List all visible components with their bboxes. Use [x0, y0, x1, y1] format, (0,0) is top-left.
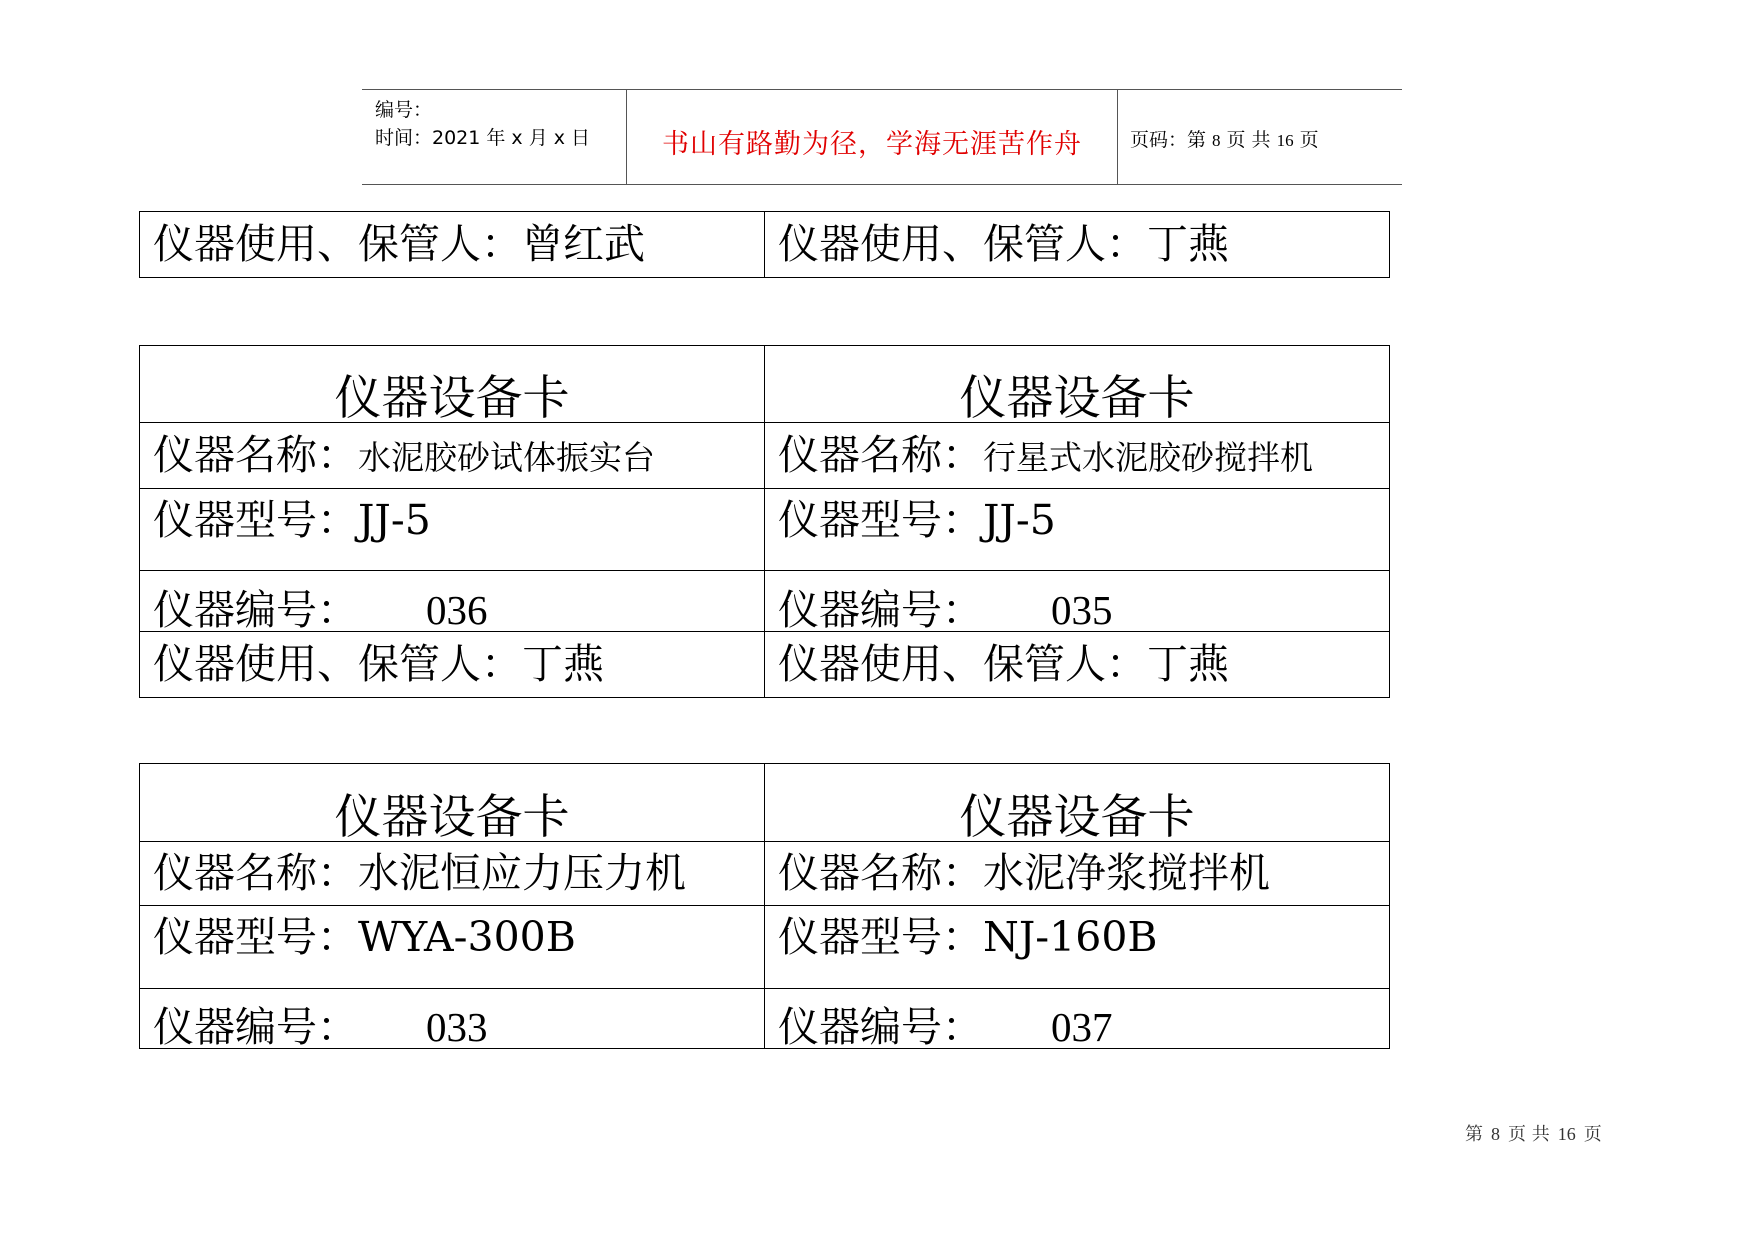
instrument-model: 仪器型号：NJ-160B: [765, 906, 1390, 989]
card-title: 仪器设备卡: [140, 764, 765, 842]
table-row: [140, 842, 1390, 906]
table-row: [140, 906, 1390, 989]
instrument-keeper: 仪器使用、保管人：丁燕: [765, 632, 1390, 698]
page-header: [362, 89, 1402, 185]
document-number-label: 编号：: [375, 99, 433, 121]
instrument-name: 仪器名称：水泥恒应力压力机: [140, 842, 765, 906]
equipment-card-table-1: [139, 345, 1390, 698]
instrument-model: 仪器型号：JJ-5: [140, 489, 765, 571]
table-row: [140, 212, 1390, 278]
table-row: [140, 571, 1390, 632]
instrument-model: 仪器型号：JJ-5: [765, 489, 1390, 571]
card-title: 仪器设备卡: [765, 346, 1390, 423]
header-motto-cell: [627, 90, 1118, 184]
instrument-number: 仪器编号： 033: [140, 989, 765, 1049]
instrument-model: 仪器型号：WYA-300B: [140, 906, 765, 989]
table-row: [140, 346, 1390, 423]
table-row: [140, 989, 1390, 1049]
instrument-number: 仪器编号： 035: [765, 571, 1390, 632]
header-info-cell: [362, 90, 627, 184]
instrument-name: 仪器名称：水泥胶砂试体振实台: [140, 423, 765, 489]
instrument-name: 仪器名称：水泥净浆搅拌机: [765, 842, 1390, 906]
instrument-number: 仪器编号： 036: [140, 571, 765, 632]
keeper-left: 仪器使用、保管人：曾红武: [140, 212, 765, 278]
document-date: 时间：2021 年 x 月 x 日: [375, 127, 591, 149]
table-row: [140, 423, 1390, 489]
page-footer: 第 8 页 共 16 页: [1465, 1124, 1602, 1145]
table-row: [140, 489, 1390, 571]
header-page-number: 页码：第 8 页 共 16 页: [1130, 129, 1319, 151]
table-row: [140, 632, 1390, 698]
card-title: 仪器设备卡: [765, 764, 1390, 842]
keeper-right: 仪器使用、保管人：丁燕: [765, 212, 1390, 278]
equipment-card-table-2: [139, 763, 1390, 1049]
keeper-row-table: [139, 211, 1390, 278]
instrument-keeper: 仪器使用、保管人：丁燕: [140, 632, 765, 698]
header-motto: 书山有路勤为径，学海无涯苦作舟: [662, 129, 1082, 160]
instrument-number: 仪器编号： 037: [765, 989, 1390, 1049]
header-page-cell: [1118, 90, 1402, 184]
table-row: [140, 764, 1390, 842]
instrument-name: 仪器名称：行星式水泥胶砂搅拌机: [765, 423, 1390, 489]
card-title: 仪器设备卡: [140, 346, 765, 423]
